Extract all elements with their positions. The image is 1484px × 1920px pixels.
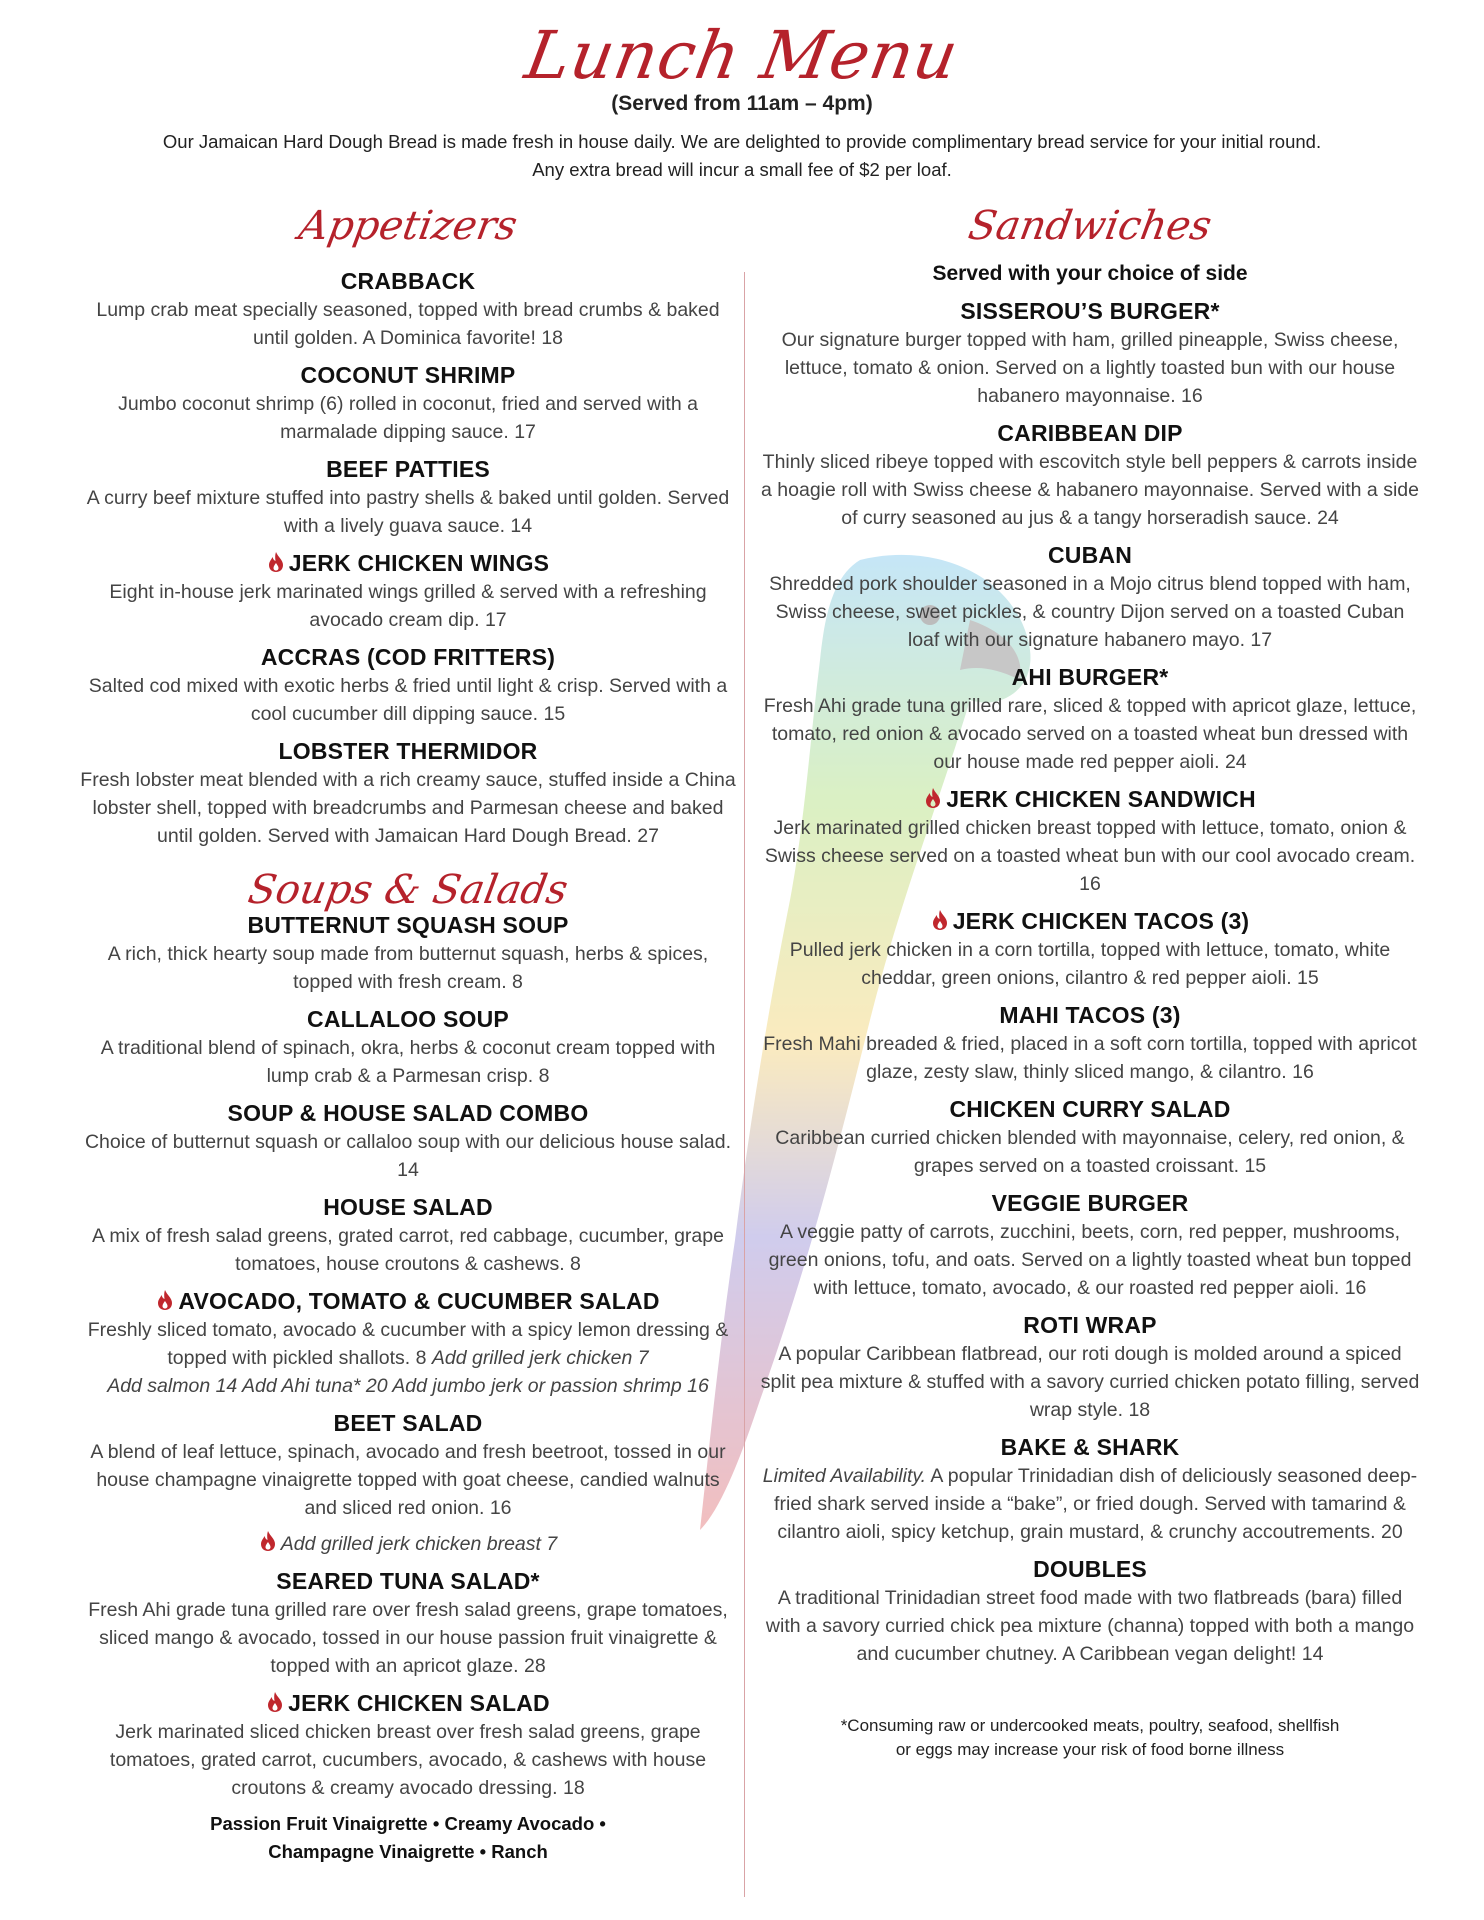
- item-name: DOUBLES: [1033, 1556, 1147, 1582]
- sandwiches-title: Sandwiches: [964, 203, 1216, 249]
- item-name: ROTI WRAP: [1023, 1312, 1157, 1338]
- item-desc-text: Freshly sliced tomato, avocado & cucumber with a spicy lemon dressing & topped with pickled shallots. 8: [87, 1319, 729, 1369]
- menu-item: [760, 296, 1420, 410]
- item-desc: Jerk marinated grilled chicken breast topped with lettuce, tomato, onion & Swiss cheese served on a toasted wheat bun with our cool avocado cream. 16: [764, 817, 1416, 895]
- menu-item: [760, 906, 1420, 992]
- item-name: VEGGIE BURGER: [991, 1190, 1189, 1216]
- availability-note: Limited Availability.: [762, 1465, 927, 1487]
- dressing-line: Champagne Vinaigrette • Ranch: [268, 1841, 548, 1862]
- item-desc: [78, 1316, 738, 1400]
- intro-line: Any extra bread will incur a small fee of $2 per loaf.: [532, 159, 952, 180]
- item-desc: Fresh Ahi grade tuna grilled rare over fresh salad greens, grape tomatoes, sliced mango & avocado, tossed in our house passion fruit vinaigrette & topped with an apricot glaze. 28: [88, 1599, 728, 1677]
- flame-icon: [259, 1530, 277, 1552]
- item-name: CUBAN: [1047, 542, 1133, 568]
- item-name: BEET SALAD: [333, 1410, 483, 1436]
- menu-item: [78, 1286, 738, 1400]
- item-name-row: [78, 548, 738, 578]
- footnote-line: or eggs may increase your risk of food borne illness: [895, 1740, 1285, 1759]
- addon-text: Add grilled jerk chicken 7: [431, 1347, 649, 1369]
- appetizers-title: Appetizers: [295, 203, 521, 249]
- item-desc: [760, 1462, 1420, 1546]
- item-desc: A rich, thick hearty soup made from butternut squash, herbs & spices, topped with fresh cream. 8: [107, 943, 709, 993]
- item-name: HOUSE SALAD: [323, 1194, 493, 1220]
- menu-item: [760, 1310, 1420, 1424]
- intro-line: Our Jamaican Hard Dough Bread is made fresh in house daily. We are delighted to provide complimentary bread service for your initial round.: [162, 131, 1322, 152]
- menu-item: [78, 910, 738, 996]
- menu-item: [760, 1554, 1420, 1668]
- item-name-row: [760, 906, 1420, 936]
- menu-item: [760, 418, 1420, 532]
- menu-item: [78, 642, 738, 728]
- item-desc: A curry beef mixture stuffed into pastry shells & baked until golden. Served with a lively guava sauce. 14: [86, 487, 730, 537]
- item-name: SEARED TUNA SALAD*: [276, 1568, 540, 1594]
- item-name: CALLALOO SOUP: [307, 1006, 509, 1032]
- item-name: JERK CHICKEN TACOS (3): [952, 908, 1250, 934]
- item-name: COCONUT SHRIMP: [300, 362, 516, 388]
- item-name: LOBSTER THERMIDOR: [278, 738, 538, 764]
- item-desc: Fresh lobster meat blended with a rich creamy sauce, stuffed inside a China lobster shell, topped with breadcrumbs and Parmesan cheese and baked until golden. Served with Jamaican Hard Dough Bread. 27: [80, 769, 736, 847]
- right-column: [760, 200, 1420, 1762]
- dressing-line: Passion Fruit Vinaigrette • Creamy Avocado •: [210, 1813, 606, 1834]
- item-desc: Salted cod mixed with exotic herbs & fried until light & crisp. Served with a cool cucumber dill dipping sauce. 15: [88, 675, 728, 725]
- item-desc: A veggie patty of carrots, zucchini, beets, corn, red pepper, mushrooms, green onions, tofu, and oats. Served on a lightly toasted wheat bun topped with lettuce, tomato, avocado, & our roasted red pepper aioli. 16: [768, 1221, 1412, 1299]
- item-desc: A traditional blend of spinach, okra, herbs & coconut cream topped with lump crab & a Parmesan crisp. 8: [100, 1037, 716, 1087]
- flame-icon: [267, 551, 285, 573]
- bread-intro: [0, 128, 1484, 184]
- item-name: ACCRAS (COD FRITTERS): [260, 644, 556, 670]
- item-name: JERK CHICKEN SANDWICH: [946, 786, 1256, 812]
- left-column: [78, 200, 738, 1866]
- menu-item: [760, 540, 1420, 654]
- menu-item: [78, 1098, 738, 1184]
- item-desc: Jerk marinated sliced chicken breast over fresh salad greens, grape tomatoes, grated carrot, cucumbers, avocado, & cashews with house croutons & creamy avocado dressing. 18: [109, 1721, 707, 1799]
- item-name: JERK CHICKEN SALAD: [288, 1690, 550, 1716]
- beet-addon: [78, 1530, 738, 1558]
- item-name-row: [78, 1286, 738, 1316]
- flame-icon: [156, 1289, 174, 1311]
- menu-item: [78, 360, 738, 446]
- item-desc: A popular Caribbean flatbread, our roti dough is molded around a spiced split pea mixture & stuffed with a savory curried chicken potato filling, served wrap style. 18: [760, 1343, 1420, 1421]
- flame-icon: [931, 909, 949, 931]
- menu-item: [78, 266, 738, 352]
- item-desc: Fresh Ahi grade tuna grilled rare, sliced & topped with apricot glaze, lettuce, tomato, red onion & avocado served on a toasted wheat bun dressed with our house made red pepper aioli. 24: [763, 695, 1417, 773]
- item-desc: Shredded pork shoulder seasoned in a Mojo citrus blend topped with ham, Swiss cheese, sweet pickles, & country Dijon served on a toasted Cuban loaf with our signature habanero mayo. 17: [769, 573, 1411, 651]
- item-desc: Jumbo coconut shrimp (6) rolled in coconut, fried and served with a marmalade dipping sauce. 17: [118, 393, 698, 443]
- item-desc: A traditional Trinidadian street food made with two flatbreads (bara) filled with a savory curried chick pea mixture (channa) topped with both a mango and cucumber chutney. A Caribbean vegan delight! 14: [765, 1587, 1415, 1665]
- menu-item: [78, 1408, 738, 1522]
- menu-title: Lunch Menu: [519, 17, 965, 94]
- soups-salads-title: Soups & Salads: [244, 867, 572, 913]
- flame-icon: [266, 1691, 284, 1713]
- item-name-row: [78, 1688, 738, 1718]
- item-desc: A mix of fresh salad greens, grated carrot, red cabbage, cucumber, grape tomatoes, house croutons & cashews. 8: [92, 1225, 724, 1275]
- item-desc: Pulled jerk chicken in a corn tortilla, topped with lettuce, tomato, white cheddar, green onions, cilantro & red pepper aioli. 15: [789, 939, 1391, 989]
- item-name: BEEF PATTIES: [326, 456, 490, 482]
- item-name: BUTTERNUT SQUASH SOUP: [247, 912, 569, 938]
- item-name: SISSEROU’S BURGER*: [960, 298, 1220, 324]
- menu-item: [78, 1192, 738, 1278]
- item-desc: A blend of leaf lettuce, spinach, avocado and fresh beetroot, tossed in our house champagne vinaigrette topped with goat cheese, candied walnuts and sliced red onion. 16: [90, 1441, 726, 1519]
- menu-item: [78, 454, 738, 540]
- menu-item: [78, 1004, 738, 1090]
- item-name: CARIBBEAN DIP: [997, 420, 1183, 446]
- item-desc: Our signature burger topped with ham, grilled pineapple, Swiss cheese, lettuce, tomato & onion. Served on a lightly toasted bun with our house habanero mayonnaise. 16: [781, 329, 1399, 407]
- item-name: MAHI TACOS (3): [999, 1002, 1181, 1028]
- menu-header: [0, 18, 1484, 184]
- item-name: BAKE & SHARK: [1000, 1434, 1180, 1460]
- menu-item: [760, 1432, 1420, 1546]
- side-note: Served with your choice of side: [932, 262, 1248, 285]
- item-name: JERK CHICKEN WINGS: [288, 550, 550, 576]
- item-name: AVOCADO, TOMATO & CUCUMBER SALAD: [178, 1288, 660, 1314]
- item-name: AHI BURGER*: [1011, 664, 1169, 690]
- addon-text: Add grilled jerk chicken breast 7: [280, 1533, 558, 1555]
- menu-item: [760, 784, 1420, 898]
- item-name: CHICKEN CURRY SALAD: [949, 1096, 1231, 1122]
- item-name-row: [760, 784, 1420, 814]
- menu-item: [78, 1688, 738, 1802]
- item-desc: Fresh Mahi breaded & fried, placed in a soft corn tortilla, topped with apricot glaze, zesty slaw, thinly sliced mango, & cilantro. 16: [763, 1033, 1417, 1083]
- item-desc: Choice of butternut squash or callaloo soup with our delicious house salad. 14: [84, 1131, 732, 1181]
- menu-item: [78, 548, 738, 634]
- menu-item: [78, 1566, 738, 1680]
- item-desc: Eight in-house jerk marinated wings grilled & served with a refreshing avocado cream dip. 17: [109, 581, 707, 631]
- menu-item: [760, 1094, 1420, 1180]
- item-desc: Lump crab meat specially seasoned, topped with bread crumbs & baked until golden. A Dominica favorite! 18: [96, 299, 720, 349]
- item-name: CRABBACK: [340, 268, 476, 294]
- dressing-options: [78, 1810, 738, 1866]
- flame-icon: [924, 787, 942, 809]
- item-desc: Thinly sliced ribeye topped with escovitch style bell peppers & carrots inside a hoagie roll with Swiss cheese & habanero mayonnaise. Served with a side of curry seasoned au jus & a tangy horseradish sauce. 24: [761, 451, 1419, 529]
- addon-text: Add salmon 14 Add Ahi tuna* 20 Add jumbo jerk or passion shrimp 16: [107, 1375, 709, 1397]
- footnote-line: *Consuming raw or undercooked meats, poultry, seafood, shellfish: [840, 1716, 1340, 1735]
- menu-item: [78, 736, 738, 850]
- column-divider: [744, 272, 745, 1897]
- menu-item: [760, 662, 1420, 776]
- menu-item: [760, 1000, 1420, 1086]
- health-footnote: [760, 1714, 1420, 1762]
- item-desc: Caribbean curried chicken blended with mayonnaise, celery, red onion, & grapes served on a toasted croissant. 15: [775, 1127, 1405, 1177]
- item-name: SOUP & HOUSE SALAD COMBO: [227, 1100, 589, 1126]
- served-hours: (Served from 11am – 4pm): [611, 92, 873, 115]
- item-desc-text: A popular Trinidadian dish of deliciously seasoned deep-fried shark served inside a “bake”, or fried dough. Served with tamarind & cilantro aioli, spicy ketchup, grain mustard, & crunchy accoutrements. 20: [774, 1465, 1418, 1543]
- menu-item: [760, 1188, 1420, 1302]
